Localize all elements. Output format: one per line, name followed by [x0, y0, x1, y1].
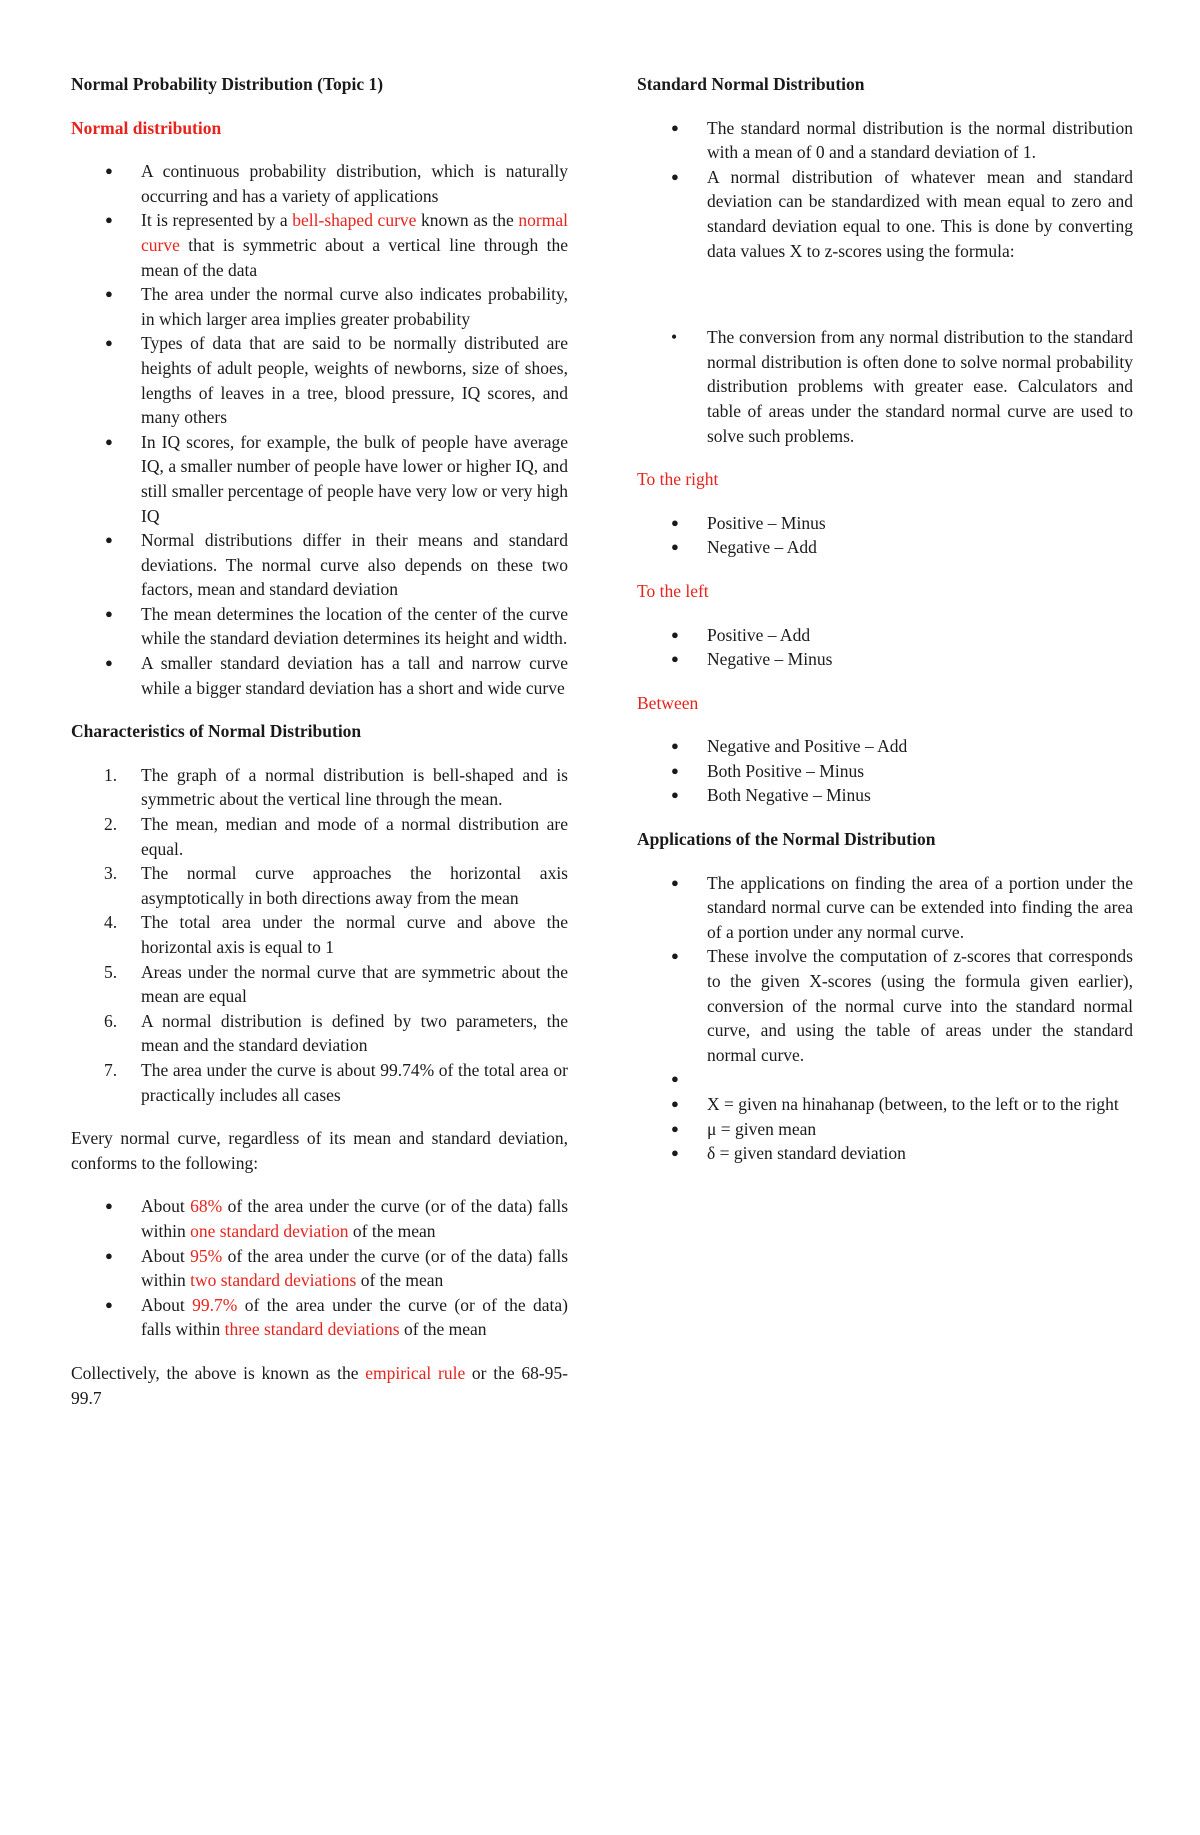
conversion-text: The conversion from any normal distribution to the standard normal distribution is often done to solve normal probability distribution problems with greater ease. Calculators and table of areas under the standard normal curve are used to solve such problems.: [707, 327, 1133, 446]
list-item: [637, 647, 1133, 672]
list-item: [637, 623, 1133, 648]
body-text: of the mean: [348, 1220, 436, 1241]
list-item: [71, 763, 568, 812]
bullet-icon: ●: [671, 168, 679, 184]
list-item: [637, 783, 1133, 808]
list-item: [71, 331, 568, 429]
list-item: [71, 282, 568, 331]
list-number: 3.: [104, 863, 118, 884]
normal-distribution-list: [71, 159, 568, 700]
list-item-text: [141, 1295, 568, 1340]
body-text: Types of data that are said to be normally distributed are heights of adult people, weights of newborns, size of shoes, lengths of leaves in a tree, blood pressure, IQ scores, and many others: [141, 333, 568, 428]
conversion-list: [637, 325, 1133, 448]
list-item: [637, 871, 1133, 945]
standard-normal-list: [637, 116, 1133, 264]
characteristics-heading: Characteristics of Normal Distribution: [71, 721, 362, 742]
list-item: [71, 602, 568, 651]
bullet-icon: ●: [105, 1247, 113, 1263]
characteristics-list: [71, 763, 568, 1107]
list-item: [71, 1009, 568, 1058]
normal-distribution-heading: Normal distribution: [71, 117, 222, 138]
list-item: [637, 1092, 1133, 1117]
to-the-left-list: [637, 623, 1133, 672]
body-text: Normal distributions differ in their means and standard deviations. The normal curve also depends on these two factors, mean and standard deviation: [141, 530, 568, 600]
list-item-text: μ = given mean: [707, 1118, 817, 1139]
list-item: [637, 1117, 1133, 1142]
list-item: [71, 1194, 568, 1243]
formula-space: [637, 263, 1133, 325]
highlight-text: 95%: [190, 1245, 223, 1266]
bullet-icon: ●: [105, 1296, 113, 1312]
body-text: The area under the normal curve also indicates probability, in which larger area implies greater probability: [141, 284, 568, 329]
list-number: 1.: [104, 764, 118, 785]
bullet-icon: ●: [105, 212, 113, 228]
list-item-text: δ = given standard deviation: [707, 1143, 906, 1164]
bullet-icon: ●: [671, 1145, 679, 1161]
list-item: [637, 116, 1133, 165]
body-text: of the mean: [356, 1270, 444, 1291]
body-text: of the area under the curve (or of the data) falls within: [141, 1196, 569, 1241]
list-item-text: [141, 653, 568, 698]
body-text: of the mean: [399, 1319, 487, 1340]
list-item: [637, 325, 1133, 448]
list-item: [637, 165, 1133, 263]
list-item-text: Negative and Positive – Add: [707, 736, 908, 757]
between-list: [637, 734, 1133, 808]
body-text: A smaller standard deviation has a tall and narrow curve while a bigger standard deviation has a short and wide curve: [141, 653, 568, 698]
list-item-text: Areas under the normal curve that are symmetric about the mean are equal: [141, 961, 568, 1007]
body-text: known as the: [416, 210, 519, 231]
highlight-text: one standard deviation: [190, 1220, 349, 1241]
bullet-icon: ●: [671, 119, 679, 135]
bullet-icon: ●: [105, 655, 113, 671]
list-item-text: [141, 530, 568, 599]
body-text: A continuous probability distribution, which is naturally occurring and has a variety of applications: [141, 161, 568, 206]
list-item: [71, 159, 568, 208]
list-item: [71, 1058, 568, 1107]
list-item: [637, 1141, 1133, 1166]
list-item: [637, 944, 1133, 1067]
list-item-text: X = given na hinahanap (between, to the left or to the right: [707, 1094, 1119, 1114]
bullet-icon: ●: [671, 514, 679, 530]
body-text: Collectively, the above is known as the: [71, 1362, 366, 1383]
list-item-text: Negative – Minus: [707, 649, 833, 670]
collectively-paragraph: [71, 1361, 568, 1410]
list-item: [71, 528, 568, 602]
bullet-icon: ●: [671, 948, 679, 964]
left-column: [71, 72, 568, 1429]
list-item-text: Both Positive – Minus: [707, 760, 865, 781]
small-bullet-icon: •: [671, 327, 678, 348]
to-the-right-heading: To the right: [637, 469, 719, 490]
list-item: [71, 651, 568, 700]
list-item: [71, 861, 568, 910]
bullet-icon: ●: [105, 433, 113, 449]
highlight-text: normal curve: [141, 210, 568, 255]
list-item-text: The area under the curve is about 99.74% of the total area or practically includes all cases: [141, 1059, 568, 1105]
bullet-icon: ●: [671, 651, 679, 667]
bullet-icon: ●: [671, 874, 679, 890]
list-item-text: Positive – Minus: [707, 512, 826, 533]
highlight-text: two standard deviations: [190, 1270, 357, 1291]
list-item-text: The total area under the normal curve and above the horizontal axis is equal to 1: [141, 912, 568, 957]
highlight-text: 68%: [190, 1196, 223, 1217]
body-text: The mean determines the location of the center of the curve while the standard deviation determines its height and width.: [141, 603, 568, 649]
list-number: 2.: [104, 814, 118, 835]
list-item-text: The applications on finding the area of a portion under the standard normal curve can be extended into finding the area of a portion under any normal curve.: [707, 872, 1133, 942]
bullet-icon: ●: [671, 1071, 679, 1087]
list-item-text: [141, 284, 568, 329]
bullet-icon: ●: [105, 286, 113, 302]
bullet-icon: ●: [105, 532, 113, 548]
right-column: [637, 72, 1133, 1185]
bullet-icon: ●: [671, 762, 679, 778]
list-item: [637, 535, 1133, 560]
list-item-text: [141, 432, 568, 526]
applications-list: [637, 871, 1133, 1166]
list-item-text: Negative – Add: [707, 537, 817, 558]
bullet-icon: ●: [105, 1198, 113, 1214]
body-text: or the 68-95-99.7: [71, 1362, 568, 1408]
bullet-icon: ●: [105, 163, 113, 179]
body-text: It is represented by a: [141, 210, 293, 231]
bullet-icon: ●: [671, 787, 679, 803]
list-item-text: The normal curve approaches the horizontal axis asymptotically in both directions away from the mean: [141, 863, 568, 908]
list-item-text: [141, 333, 568, 427]
highlight-text: empirical rule: [365, 1362, 466, 1383]
standard-normal-title: Standard Normal Distribution: [637, 74, 865, 94]
list-item-text: [141, 1246, 568, 1291]
list-item-text: These involve the computation of z-scores that corresponds to the given X-scores (using the formula given earlier), conversion of the normal curve into the standard normal curve, and using the table of areas under the standard normal curve.: [707, 946, 1133, 1065]
list-item-text: [141, 1196, 568, 1241]
body-text: About: [141, 1245, 191, 1266]
body-text: About: [141, 1294, 193, 1315]
list-item: [71, 960, 568, 1009]
page-title: Normal Probability Distribution (Topic 1): [71, 74, 384, 94]
list-item-text: The graph of a normal distribution is bell-shaped and is symmetric about the vertical line through the mean.: [141, 764, 568, 810]
list-item-text: [141, 161, 568, 206]
list-item: [71, 1244, 568, 1293]
bullet-icon: ●: [671, 1096, 679, 1111]
list-item: [71, 208, 568, 282]
list-item-text: A normal distribution is defined by two parameters, the mean and the standard deviation: [141, 1010, 568, 1056]
list-item: [71, 1293, 568, 1342]
list-number: 7.: [104, 1059, 118, 1080]
list-item-text: The standard normal distribution is the normal distribution with a mean of 0 and a standard deviation of 1.: [707, 117, 1133, 163]
body-text: of the area under the curve (or of the data) falls within: [141, 1245, 569, 1291]
body-text: that is symmetric about a vertical line through the mean of the data: [141, 234, 568, 280]
list-number: 4.: [104, 912, 118, 933]
list-item: [637, 734, 1133, 759]
body-text: In IQ scores, for example, the bulk of people have average IQ, a smaller number of people have lower or higher IQ, and still smaller percentage of people have very low or very high IQ: [141, 431, 568, 526]
to-the-right-list: [637, 511, 1133, 560]
bullet-icon: ●: [671, 539, 679, 555]
list-item-text: The mean, median and mode of a normal distribution are equal.: [141, 814, 568, 859]
list-number: 5.: [104, 961, 118, 982]
highlight-text: 99.7%: [192, 1294, 238, 1315]
body-text: About: [141, 1196, 191, 1217]
list-item: [637, 511, 1133, 536]
body-text: of the area under the curve (or of the data) falls within: [141, 1294, 569, 1340]
list-number: 6.: [104, 1010, 118, 1031]
bullet-icon: ●: [671, 626, 679, 642]
bullet-icon: ●: [671, 1120, 679, 1136]
list-item: [637, 759, 1133, 784]
list-item: [71, 430, 568, 528]
bullet-icon: ●: [671, 738, 679, 754]
list-item-text: [141, 604, 568, 649]
list-item-text: Positive – Add: [707, 624, 811, 645]
list-item-text: A normal distribution of whatever mean and standard deviation can be standardized with mean equal to zero and standard deviation equal to one. This is done by converting data values X to z-scores using the formula:: [707, 166, 1133, 261]
highlight-text: three standard deviations: [224, 1319, 400, 1340]
list-item-text: Both Negative – Minus: [707, 785, 871, 806]
to-the-left-heading: To the left: [637, 580, 709, 601]
empirical-list: [71, 1194, 568, 1342]
list-item: [637, 1067, 1133, 1092]
highlight-text: bell-shaped curve: [292, 210, 417, 231]
list-item-text: [141, 210, 568, 279]
bullet-icon: ●: [105, 605, 113, 621]
list-item: [71, 910, 568, 959]
list-item: [71, 812, 568, 861]
applications-heading: Applications of the Normal Distribution: [637, 829, 936, 850]
bullet-icon: ●: [105, 335, 113, 351]
between-heading: Between: [637, 692, 699, 713]
every-curve-paragraph: Every normal curve, regardless of its mean and standard deviation, conforms to the following:: [71, 1128, 568, 1173]
